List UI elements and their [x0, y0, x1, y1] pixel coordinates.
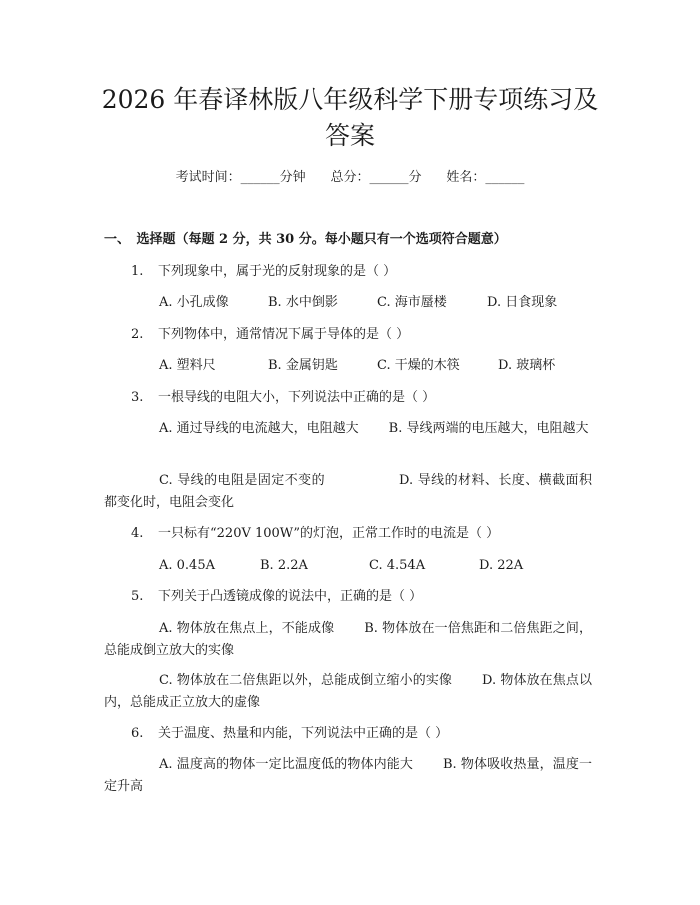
question-text: 关于温度、热量和内能，下列说法中正确的是（ ） [158, 726, 449, 741]
time-blank: ______ [240, 170, 280, 185]
question-stem [131, 388, 435, 408]
options-paragraph [104, 670, 592, 714]
option: D. 导线的材料、长度、横截面积都变化时，电阻会变化 [104, 473, 592, 510]
option: B. 物体吸收热量，温度一定升高 [104, 757, 592, 794]
question-text: 下列物体中，通常情况下属于导体的是（ ） [158, 327, 410, 342]
option: A. 塑料尺 [159, 358, 216, 373]
options-paragraph [104, 754, 592, 798]
option: A. 通过导线的电流越大，电阻越大 [159, 421, 359, 436]
time-label: 考试时间： [175, 170, 241, 185]
option: A. 温度高的物体一定比温度低的物体内能大 [159, 757, 413, 772]
option: D. 日食现象 [487, 295, 558, 310]
question-number: 3. [131, 390, 144, 405]
question-stem [131, 524, 499, 544]
section-heading: 一、 选择题（每题 2 分，共 30 分。每小题只有一个选项符合题意） [104, 232, 507, 247]
option: B. 导线两端的电压越大，电阻越大 [388, 421, 589, 436]
score-label: 总分： [330, 170, 370, 185]
option: C. 物体放在二倍焦距以外，总能成倒立缩小的实像 [159, 673, 453, 688]
question-text: 下列现象中，属于光的反射现象的是（ ） [158, 264, 397, 279]
question-stem [131, 724, 448, 744]
option: D. 22A [479, 558, 524, 573]
option: C. 海市蜃楼 [377, 295, 447, 310]
question-number: 6. [131, 726, 144, 741]
option: A. 物体放在焦点上，不能成像 [159, 621, 335, 636]
document-title: 2026 年春译林版八年级科学下册专项练习及答案 [101, 85, 599, 150]
option: D. 玻璃杯 [498, 358, 556, 373]
question-stem [131, 325, 409, 345]
question-number: 1. [131, 264, 144, 279]
option: C. 导线的电阻是固定不变的 [159, 473, 326, 488]
options-paragraph [104, 618, 592, 662]
option: C. 干燥的木筷 [377, 358, 460, 373]
options-paragraph [104, 418, 592, 440]
option: C. 4.54A [369, 558, 426, 573]
question-text: 一根导线的电阻大小，下列说法中正确的是（ ） [158, 390, 436, 405]
question-number: 4. [131, 526, 144, 541]
option: A. 小孔成像 [159, 295, 229, 310]
score-unit: 分 [408, 170, 422, 185]
option: D. 物体放在焦点以内，总能成正立放大的虚像 [104, 673, 592, 710]
question-text: 下列关于凸透镜成像的说法中，正确的是（ ） [158, 589, 423, 604]
question-number: 5. [131, 589, 144, 604]
score-blank: ______ [369, 170, 409, 185]
question-number: 2. [131, 327, 144, 342]
name-label: 姓名： [446, 170, 486, 185]
option: A. 0.45A [159, 558, 215, 573]
time-unit: 分钟 [279, 170, 306, 185]
question-text: 一只标有“220V 100W”的灯泡，正常工作时的电流是（ ） [158, 526, 500, 541]
option: B. 水中倒影 [268, 295, 338, 310]
option: B. 2.2A [260, 558, 308, 573]
option: B. 金属钥匙 [268, 358, 338, 373]
option: B. 物体放在一倍焦距和二倍焦距之间，总能成倒立放大的实像 [104, 621, 592, 658]
question-stem [131, 262, 396, 282]
exam-meta [0, 168, 700, 188]
name-blank: ______ [485, 170, 525, 185]
question-stem [131, 587, 422, 607]
options-paragraph [104, 470, 592, 514]
